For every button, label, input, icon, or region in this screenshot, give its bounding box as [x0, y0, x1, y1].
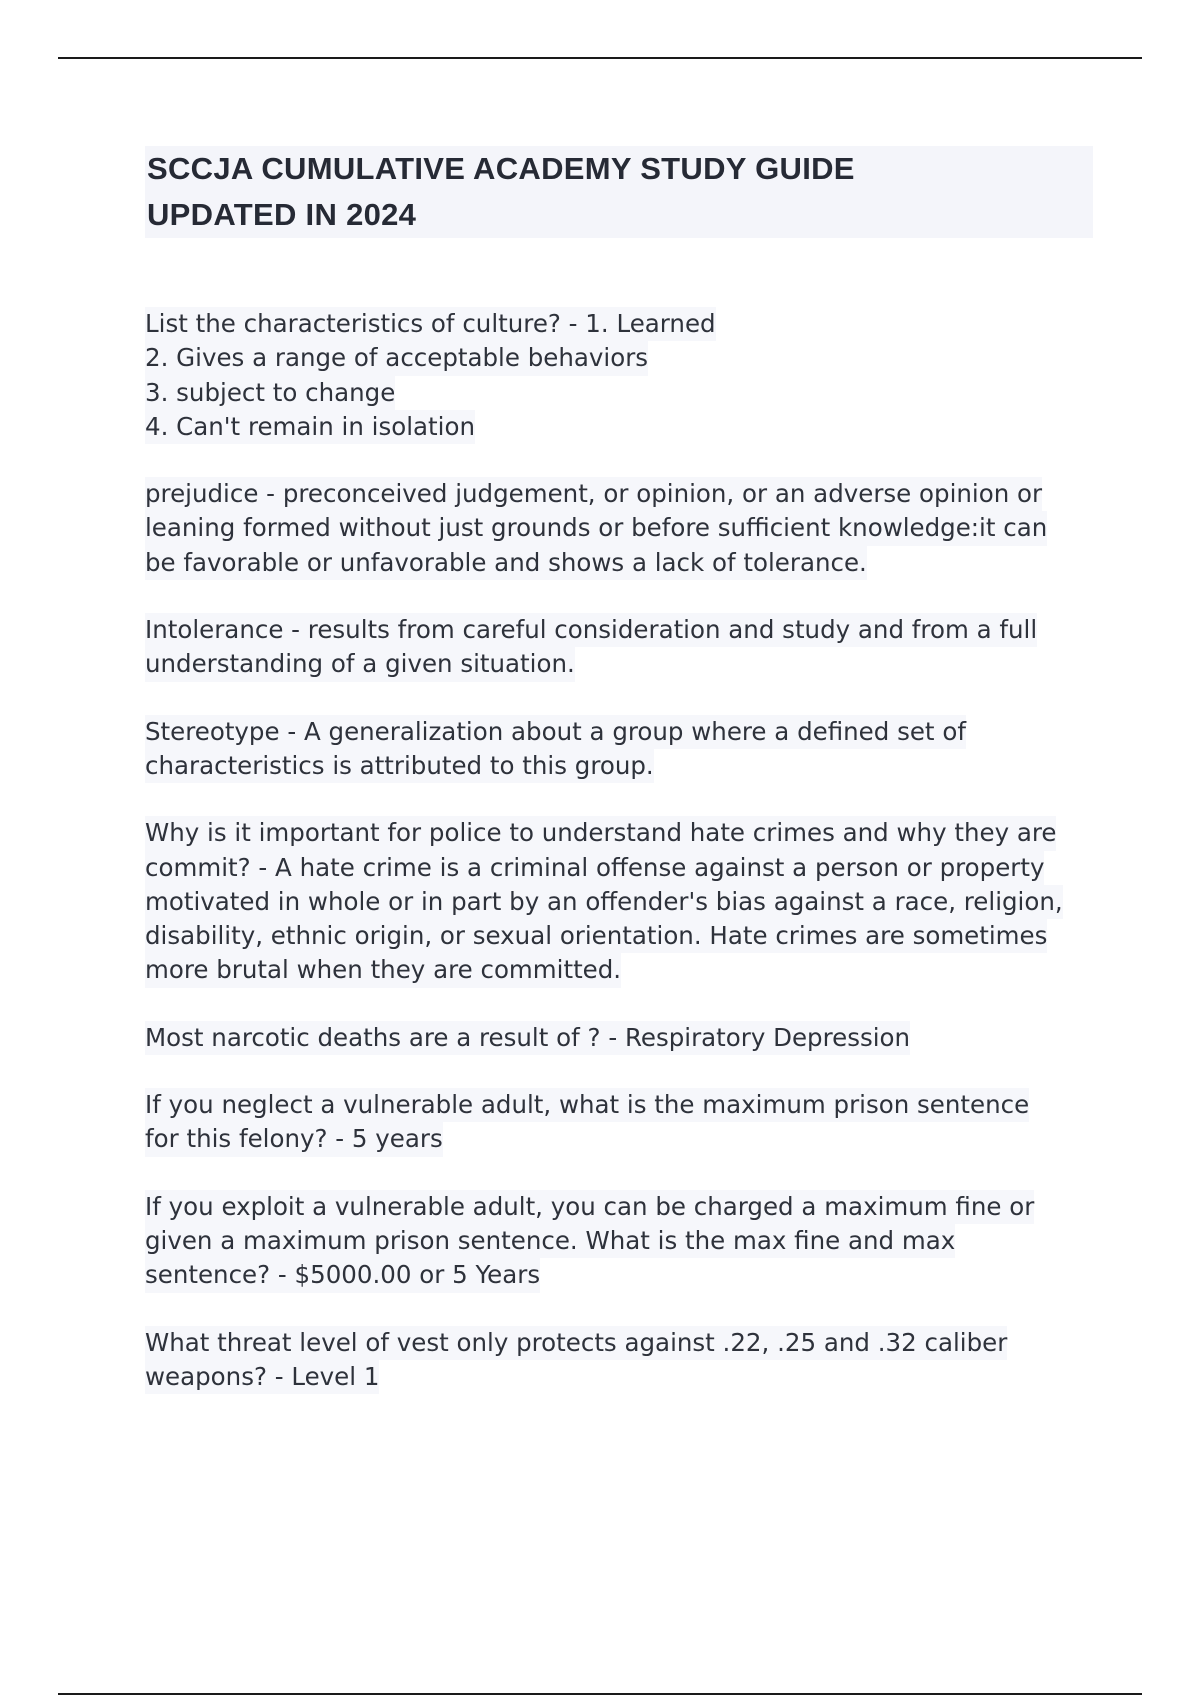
qa-line: be favorable or unfavorable and shows a lack of tolerance.: [145, 546, 867, 580]
qa-entry-hate-crimes: [145, 816, 1093, 987]
qa-line: Stereotype - A generalization about a group where a defined set of: [145, 715, 966, 749]
qa-line: understanding of a given situation.: [145, 647, 575, 681]
qa-line: 3. subject to change: [145, 376, 395, 410]
qa-line: Why is it important for police to understand hate crimes and why they are: [145, 816, 1056, 850]
qa-line: weapons? - Level 1: [145, 1360, 379, 1394]
qa-line: more brutal when they are committed.: [145, 953, 621, 987]
document-title: [145, 146, 1093, 238]
header-rule: [58, 57, 1142, 59]
qa-line: If you exploit a vulnerable adult, you can be charged a maximum fine or: [145, 1190, 1034, 1224]
qa-entry-exploit: [145, 1190, 1093, 1293]
qa-line: prejudice - preconceived judgement, or opinion, or an adverse opinion or: [145, 477, 1042, 511]
qa-entry-prejudice: [145, 477, 1093, 580]
document-body: [145, 146, 1093, 1427]
qa-entry-stereotype: [145, 715, 1093, 784]
qa-list: [145, 307, 1093, 1394]
qa-line: sentence? - $5000.00 or 5 Years: [145, 1258, 540, 1292]
qa-entry-neglect: [145, 1088, 1093, 1157]
qa-entry-culture: [145, 307, 1093, 444]
qa-line: 2. Gives a range of acceptable behaviors: [145, 341, 648, 375]
title-line: UPDATED IN 2024: [147, 197, 417, 232]
qa-entry-narcotic-deaths: [145, 1021, 1093, 1055]
footer-rule: [58, 1693, 1142, 1695]
qa-line: If you neglect a vulnerable adult, what is the maximum prison sentence: [145, 1088, 1029, 1122]
title-line: SCCJA CUMULATIVE ACADEMY STUDY GUIDE: [147, 151, 855, 186]
qa-line: Most narcotic deaths are a result of ? - Respiratory Depression: [145, 1021, 910, 1055]
qa-line: commit? - A hate crime is a criminal offense against a person or property: [145, 851, 1044, 885]
qa-line: motivated in whole or in part by an offender's bias against a race, religion,: [145, 885, 1063, 919]
qa-line: What threat level of vest only protects against .22, .25 and .32 caliber: [145, 1326, 1007, 1360]
qa-line: Intolerance - results from careful consideration and study and from a full: [145, 613, 1037, 647]
qa-line: characteristics is attributed to this group.: [145, 749, 654, 783]
qa-entry-intolerance: [145, 613, 1093, 682]
qa-line: for this felony? - 5 years: [145, 1122, 443, 1156]
qa-line: disability, ethnic origin, or sexual orientation. Hate crimes are sometimes: [145, 919, 1047, 953]
qa-entry-vest-level: [145, 1326, 1093, 1395]
qa-line: List the characteristics of culture? - 1. Learned: [145, 307, 716, 341]
qa-line: given a maximum prison sentence. What is the max fine and max: [145, 1224, 955, 1258]
qa-line: leaning formed without just grounds or before sufficient knowledge:it can: [145, 511, 1047, 545]
qa-line: 4. Can't remain in isolation: [145, 410, 475, 444]
